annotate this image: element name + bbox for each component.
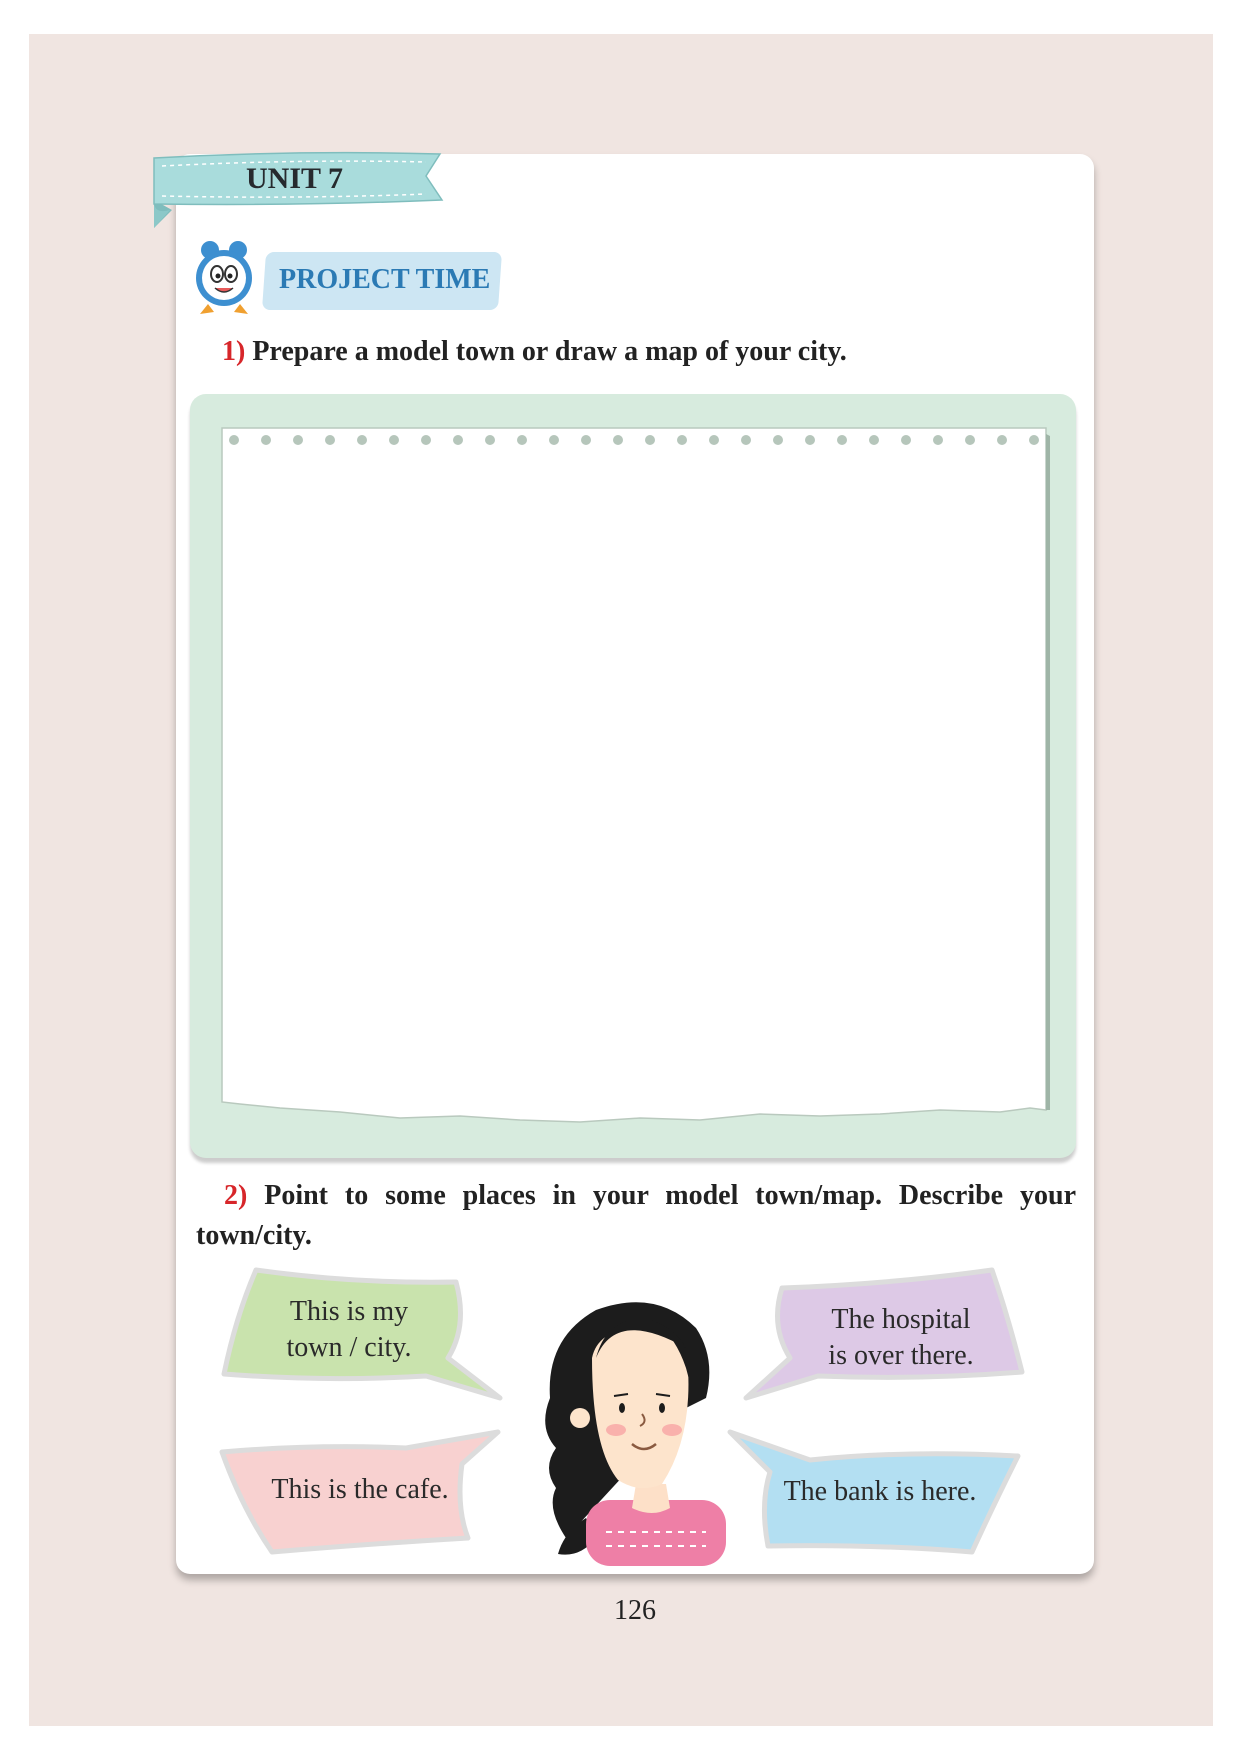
speech-bubble-purple-text (806, 1302, 996, 1374)
speech-bubble-green-text (264, 1294, 434, 1366)
task-2-text: Point to some places in your model town/map. Describe your town/city. (196, 1180, 1076, 1251)
task-1-number: 1) (222, 336, 246, 367)
section-title: PROJECT TIME (279, 264, 491, 295)
alarm-clock-icon (188, 238, 260, 318)
task-1-text: Prepare a model town or draw a map of your city. (252, 336, 847, 367)
speech-bubble-pink-text: This is the cafe. (271, 1474, 449, 1505)
blank-paper-area[interactable] (220, 420, 1050, 1140)
speech-bubble-purple-line-2: is over there. (828, 1340, 974, 1371)
speech-bubble-blue-text: The bank is here. (783, 1476, 977, 1507)
page-number: 126 (614, 1595, 656, 1626)
speech-bubble-green-line-1: This is my (289, 1296, 409, 1327)
speech-bubble-green-line-2: town / city. (286, 1332, 412, 1363)
task-2 (196, 1176, 1076, 1256)
unit-ribbon (150, 150, 450, 230)
unit-label: UNIT 7 (246, 162, 343, 195)
speech-bubble-purple-line-1: The hospital (831, 1304, 971, 1335)
task-1 (222, 336, 847, 368)
girl-illustration (536, 1288, 736, 1566)
task-2-number: 2) (224, 1180, 248, 1211)
